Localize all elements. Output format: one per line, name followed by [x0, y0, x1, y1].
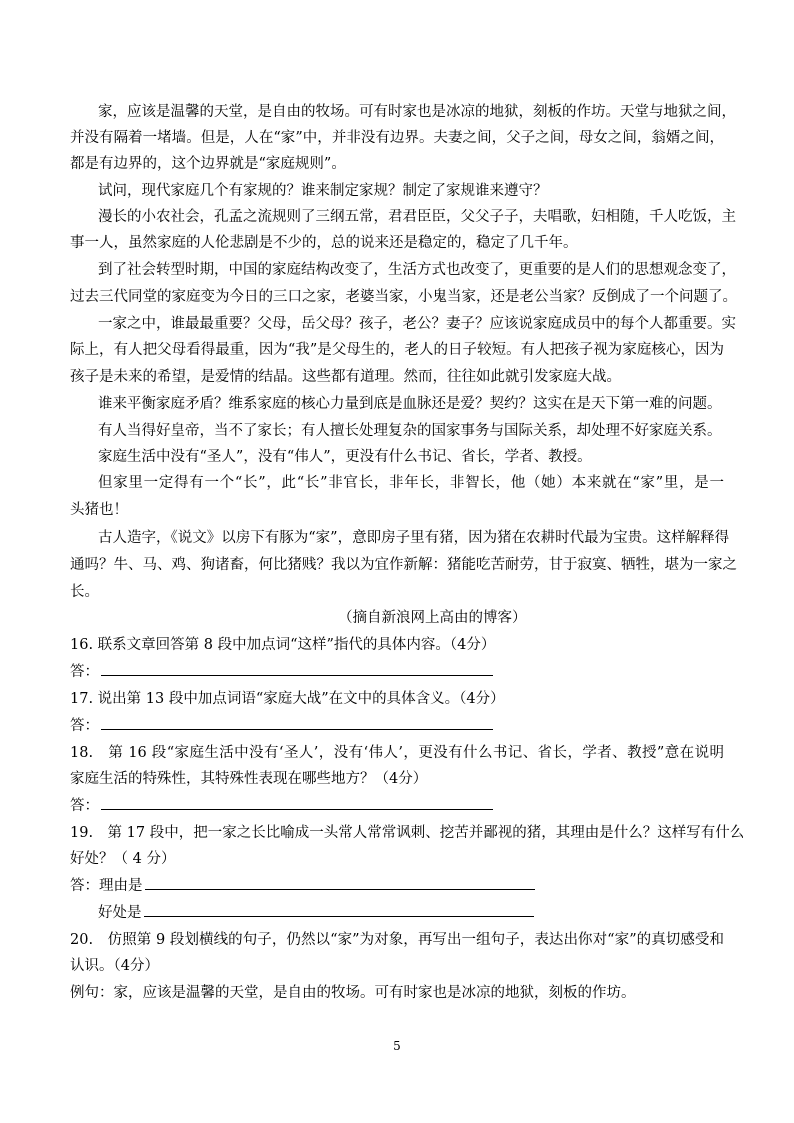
passage-line-16: 头猪也！: [70, 502, 128, 518]
answer-19-benefit-blank[interactable]: [144, 900, 534, 917]
answer-19-reason-blank[interactable]: [145, 873, 535, 890]
answer-17-label: 答：: [70, 718, 99, 734]
passage-line-18: 通吗？牛、马、鸡、狗诸畜，何比猪贱？我以为宜作新解：猪能吃苦耐劳，甘于寂寞、牺牲，堪为一家之: [70, 557, 737, 573]
answer-19-benefit-label: 好处是: [98, 905, 142, 921]
passage-line-4: 试问，现代家庭几个有家规的？谁来制定家规？制定了家规谁来遵守？: [98, 183, 548, 199]
passage-line-1: 家，应该是温馨的天堂，是自由的牧场。可有时家也是冰凉的地狱，刻板的作坊。天堂与地狱之间，: [98, 104, 736, 120]
question-20-line-1: 20. 仿照第 9 段划横线的句子，仍然以“家”为对象，再写出一组句子，表达出你对“家”的真切感受和: [70, 932, 724, 948]
answer-16-blank[interactable]: [101, 659, 493, 676]
passage-line-12: 谁来平衡家庭矛盾？维系家庭的核心力量到底是血脉还是爱？契约？这实在是天下第一难的问题。: [98, 396, 722, 412]
passage-line-8: 过去三代同堂的家庭变为今日的三口之家，老婆当家，小鬼当家，还是老公当家？反倒成了一个问题了。: [70, 289, 737, 305]
passage-line-11: 孩子是未来的希望，是爱情的结晶。这些都有道理。然而，往往如此就引发家庭大战。: [70, 369, 621, 385]
answer-19-reason-label: 答：理由是: [70, 878, 143, 894]
answer-16-label: 答：: [70, 664, 99, 680]
question-18-line-2: 家庭生活的特殊性，其特殊性表现在哪些地方？（4分）: [70, 771, 428, 787]
question-19-line-2: 好处？（ 4 分）: [70, 851, 176, 867]
passage-line-9: 一家之中，谁最最重要？父母，岳父母？孩子，老公？妻子？应该说家庭成员中的每个人都重要。实: [98, 316, 736, 332]
passage-line-6: 事一人，虽然家庭的人伦悲剧是不少的，总的说来还是稳定的，稳定了几千年。: [70, 235, 578, 251]
question-17: 17. 说出第 13 段中加点词语“家庭大战”在文中的具体含义。（4分）: [70, 691, 505, 707]
answer-19-benefit-row: [98, 900, 724, 926]
passage-line-7: 到了社会转型时期，中国的家庭结构改变了，生活方式也改变了，更重要的是人们的思想观念变了，: [98, 262, 736, 278]
answer-19-reason-row: [70, 873, 724, 899]
passage-source: （摘自新浪网上高由的博客）: [338, 610, 527, 626]
answer-18-row: [70, 793, 724, 819]
answer-16-row: [70, 659, 724, 685]
page-number: 5: [393, 1039, 401, 1053]
answer-18-blank[interactable]: [101, 793, 493, 810]
answer-18-label: 答：: [70, 798, 99, 814]
passage-line-3: 都是有边界的，这个边界就是“家庭规则”。: [70, 156, 346, 172]
passage-line-10: 际上，有人把父母看得最重，因为“我”是父母生的，老人的日子较短。有人把孩子视为家庭核心，因为: [70, 342, 724, 358]
passage-line-17: 古人造字，《说文》以房下有豚为“家”，意即房子里有猪，因为猪在农耕时代最为宝贵。这样解释得: [98, 530, 730, 546]
question-19-line-1: 19. 第 17 段中，把一家之长比喻成一头常人常常讽刺、挖苦并鄙视的猪，其理由是什么？这样写有什么: [70, 825, 745, 841]
passage-line-2: 并没有隔着一堵墙。但是，人在“家”中，并非没有边界。夫妻之间，父子之间，母女之间，翁婿之间，: [70, 130, 724, 146]
passage-line-13: 有人当得好皇帝，当不了家长；有人擅长处理复杂的国家事务与国际关系，却处理不好家庭关系。: [98, 423, 722, 439]
answer-17-row: [70, 713, 724, 739]
passage-line-19: 长。: [70, 584, 99, 600]
answer-17-blank[interactable]: [101, 713, 493, 730]
passage-line-15: 但家里一定得有一个“长”，此“长”非官长，非年长，非智长，他（她）本来就在“家”里，是一: [98, 475, 724, 491]
question-16: 16. 联系文章回答第 8 段中加点词“这样”指代的具体内容。（4分）: [70, 637, 496, 653]
question-20-line-2: 认识。（4分）: [70, 958, 159, 974]
question-18-line-1: 18. 第 16 段“家庭生活中没有‘圣人’，没有‘伟人’，更没有什么书记、省长，学者、教授”意在说明: [70, 745, 724, 761]
passage-line-5: 漫长的小农社会，孔孟之流规则了三纲五常，君君臣臣，父父子子，夫唱歌，妇相随，千人吃饭，主: [98, 209, 736, 225]
question-20-example: 例句：家，应该是温馨的天堂，是自由的牧场。可有时家也是冰凉的地狱，刻板的作坊。: [70, 985, 636, 1001]
passage-line-14: 家庭生活中没有“圣人”，没有“伟人”，更没有什么书记、省长，学者、教授。: [98, 449, 592, 465]
